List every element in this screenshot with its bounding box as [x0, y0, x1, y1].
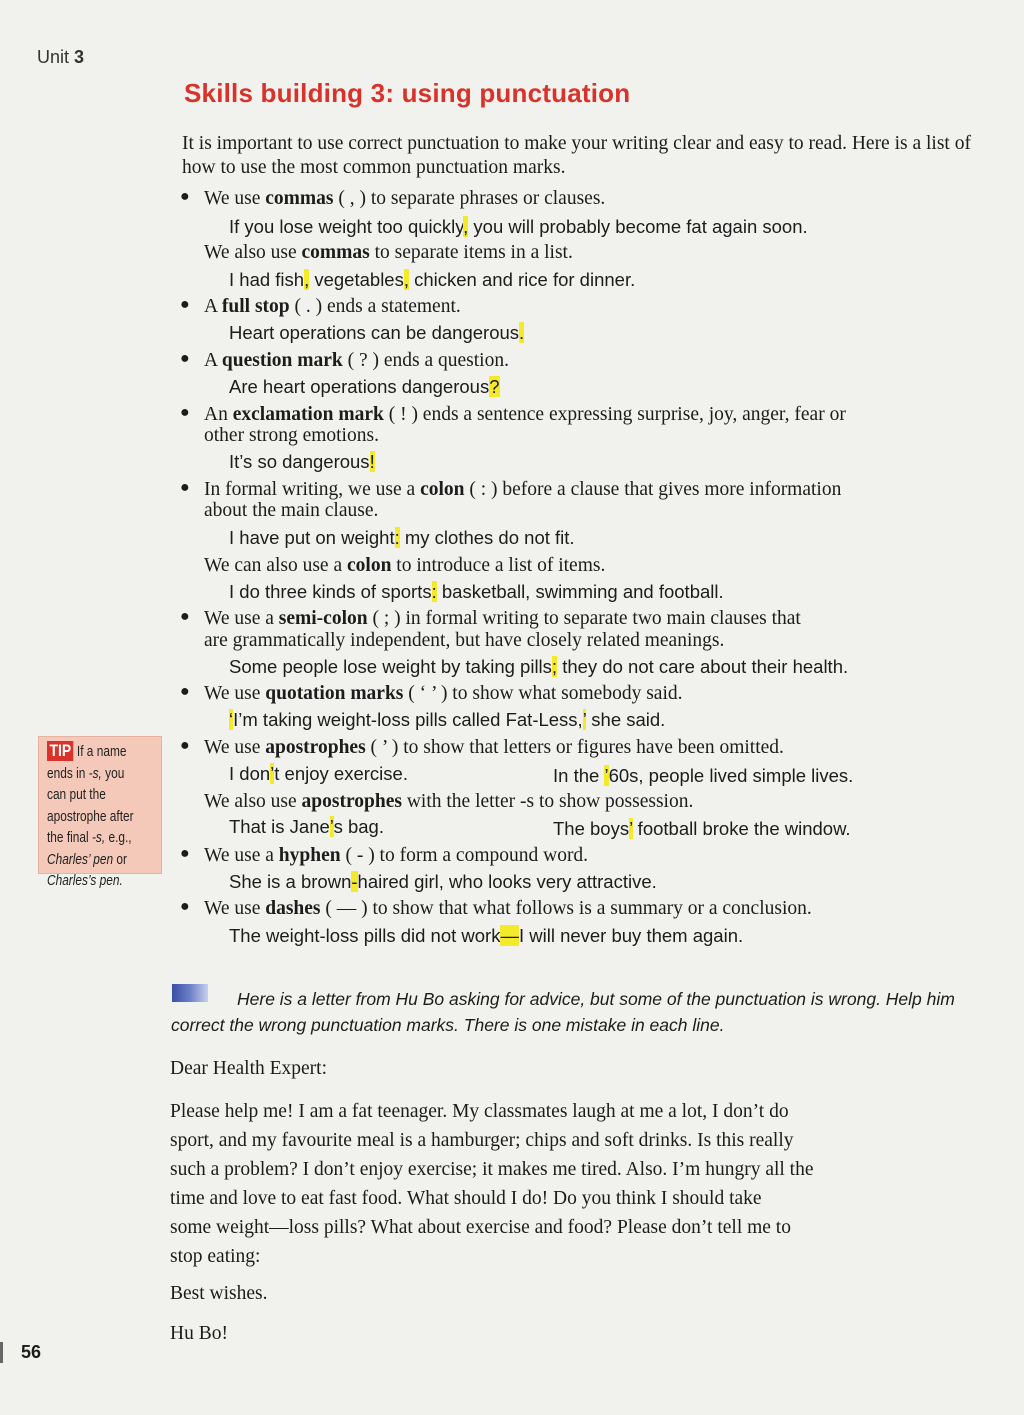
bullet-icon: ● [180, 683, 190, 700]
letter-line: time and love to eat fast food. What should I do! Do you think I should take [170, 1188, 762, 1209]
bullet-icon: ● [180, 737, 190, 754]
letter-line: Please help me! I am a fat teenager. My classmates laugh at me a lot, I don’t do [170, 1101, 789, 1122]
example-colon-list: I do three kinds of sports: basketball, swimming and football. [229, 581, 724, 602]
bullet-icon: ● [180, 350, 190, 367]
bullet-icon: ● [180, 188, 190, 205]
letter-line: such a problem? I don’t enjoy exercise; it makes me tired. Also. I’m hungry all the [170, 1159, 814, 1180]
rule-semicolon-line2: are grammatically independent, but have closely related meanings. [204, 630, 725, 651]
rule-question-mark: A question mark ( ? ) ends a question. [204, 350, 509, 371]
example-apostrophe-omission: I don’t enjoy exercise. [229, 763, 408, 784]
example-hyphen: She is a brown-haired girl, who looks very attractive. [229, 871, 657, 892]
bullet-icon: ● [180, 608, 190, 625]
example-commas-list: I had fish, vegetables, chicken and rice for dinner. [229, 269, 636, 290]
example-exclamation: It’s so dangerous! [229, 451, 375, 472]
example-commas-clause: If you lose weight too quickly, you will probably become fat again soon. [229, 216, 808, 237]
example-colon-clause: I have put on weight: my clothes do not fit. [229, 527, 575, 548]
letter-body [170, 1097, 980, 1271]
rule-colon: In formal writing, we use a colon ( : ) before a clause that gives more information [204, 479, 842, 500]
letter-greeting: Dear Health Expert: [170, 1058, 328, 1079]
letter-line: sport, and my favourite meal is a hamburger; chips and soft drinks. Is this really [170, 1130, 794, 1151]
letter-signature: Hu Bo! [170, 1323, 228, 1344]
example-full-stop: Heart operations can be dangerous. [229, 322, 525, 343]
example-apostrophe-possession: That is Jane’s bag. [229, 816, 384, 837]
letter-line: stop eating: [170, 1246, 261, 1267]
bullet-icon: ● [180, 404, 190, 421]
rule-apostrophes-possession: We also use apostrophes with the letter -s to show possession. [204, 791, 694, 812]
rule-full-stop: A full stop ( . ) ends a statement. [204, 296, 461, 317]
exercise-instructions: Here is a letter from Hu Bo asking for advice, but some of the punctuation is wrong. Help him correct the wrong punctuation marks. There is one mistake in each line. [171, 989, 955, 1035]
example-semicolon: Some people lose weight by taking pills; they do not care about their health. [229, 656, 849, 677]
rule-quotation-marks: We use quotation marks ( ‘ ’ ) to show what somebody said. [204, 683, 683, 704]
tip-badge: TIP [47, 741, 74, 761]
intro-paragraph: It is important to use correct punctuation to make your writing clear and easy to read. Here is a list of how to use the most common punctuation marks. [182, 133, 971, 178]
example-question-mark: Are heart operations dangerous? [229, 376, 500, 397]
bullet-icon: ● [180, 479, 190, 496]
unit-label: Unit 3 [37, 47, 85, 67]
rule-commas: We use commas ( , ) to separate phrases or clauses. [204, 188, 606, 209]
rule-exclamation: An exclamation mark ( ! ) ends a sentence expressing surprise, joy, anger, fear or [204, 404, 846, 425]
bullet-icon: ● [180, 845, 190, 862]
example-dashes: The weight-loss pills did not work—I will never buy them again. [229, 925, 744, 946]
rule-exclamation-line2: other strong emotions. [204, 425, 379, 446]
bullet-icon: ● [180, 296, 190, 313]
example-apostrophe-plural: The boys’ football broke the window. [553, 818, 851, 839]
tip-text: TIP If a name ends in -s, you can put the apostrophe after the final -s, e.g., Charles’ pen or Charles’s pen. [47, 741, 134, 889]
example-apostrophe-figures: In the ’60s, people lived simple lives. [553, 765, 854, 786]
letter-closing: Best wishes. [170, 1283, 268, 1304]
page-title: Skills building 3: using punctuation [184, 78, 631, 108]
example-quotation-marks: ‘I’m taking weight-loss pills called Fat-Less,’ she said. [229, 709, 666, 730]
rule-dashes: We use dashes ( — ) to show that what follows is a summary or a conclusion. [204, 898, 812, 919]
rule-apostrophes: We use apostrophes ( ’ ) to show that letters or figures have been omitted. [204, 737, 784, 758]
tip-box [38, 736, 162, 889]
page-number: 56 [0, 1342, 43, 1363]
rule-colon-line2: about the main clause. [204, 500, 379, 521]
bullet-icon: ● [180, 898, 190, 915]
rule-commas-list: We also use commas to separate items in a list. [204, 242, 573, 263]
rule-semicolon: We use a semi-colon ( ; ) in formal writing to separate two main clauses that [204, 608, 801, 629]
rule-hyphen: We use a hyphen ( - ) to form a compound word. [204, 845, 589, 866]
rule-colon-list: We can also use a colon to introduce a list of items. [204, 555, 606, 576]
letter-line: some weight—loss pills? What about exercise and food? Please don’t tell me to [170, 1217, 791, 1238]
